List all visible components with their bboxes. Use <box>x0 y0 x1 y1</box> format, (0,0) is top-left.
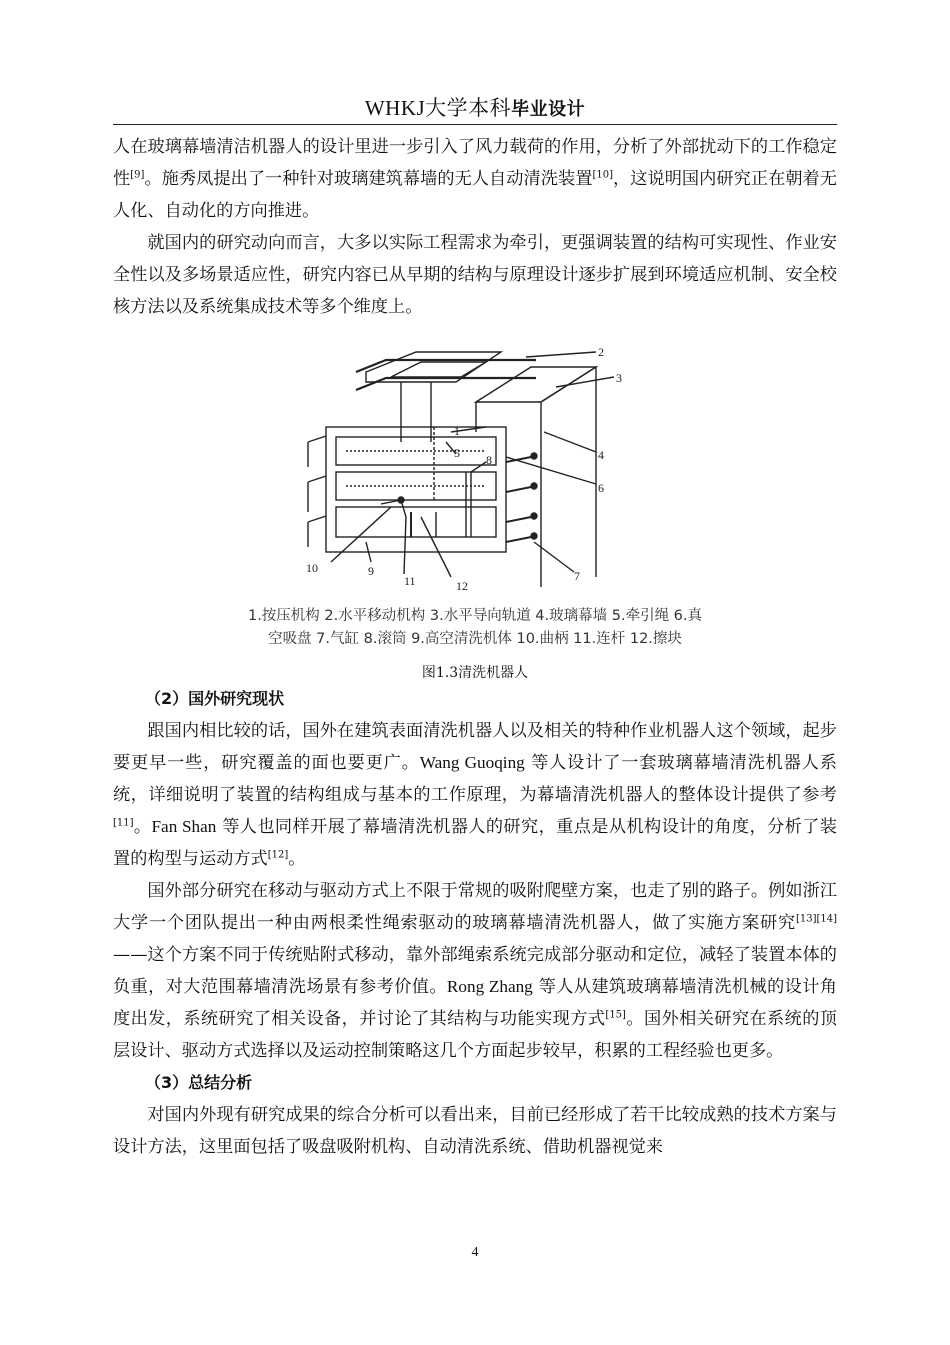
paragraph-5: 对国内外现有研究成果的综合分析可以看出来，目前已经形成了若干比较成熟的技术方案与设计方法，这里面包括了吸盘吸附机构、自动清洗系统、借助机器视觉来 <box>113 1105 837 1157</box>
figure-label: 1 <box>454 424 460 438</box>
figure-legend-line-2: 空吸盘 7.气缸 8.滚筒 9.高空清洗机体 10.曲柄 11.连杆 12.擦块 <box>268 631 682 647</box>
figure-label: 5 <box>454 446 460 460</box>
citation-9: [9] <box>130 169 145 181</box>
page-number: 4 <box>471 1245 479 1260</box>
citation-13-14: [13][14] <box>795 913 837 925</box>
figure-label: 8 <box>486 453 492 467</box>
figure-label: 9 <box>368 564 374 578</box>
suction-arms <box>506 457 531 542</box>
rail-top <box>476 367 596 402</box>
figure-label: 4 <box>598 448 604 462</box>
header-rule <box>113 124 837 125</box>
header-title-bold: 毕业设计 <box>511 99 586 120</box>
citation-10: [10] <box>592 169 613 181</box>
section-heading-summary: （3）总结分析 <box>145 1073 253 1092</box>
header-title-latin: WHKJ大学本科 <box>364 96 512 120</box>
paragraph-3: 跟国内相比较的话，国外在建筑表面清洗机器人以及相关的特种作业机器人这个领域，起步要更早一些，研究覆盖的面也要更广。Wang Guoqing 等人设计了一套玻璃幕墙清洗机器人系统，详细说明了装置的结构组成与基本的工作原理，为幕墙清洗机器人的整体设计提供了参考[11]。Fan Shan 等人也同样开展了幕墙清洗机器人的研究，重点是从机构设计的角度，分析了装置的构型与运动方式[12]。 <box>113 721 837 869</box>
figure-label: 2 <box>598 345 604 359</box>
figure-label: 12 <box>456 579 468 593</box>
text-block-upper <box>113 131 837 323</box>
cleaning-body <box>326 427 506 552</box>
cleaning-robot-figure <box>296 332 786 597</box>
figure-caption: 图1.3清洗机器人 <box>421 665 529 681</box>
section-heading-foreign: （2）国外研究现状 <box>145 689 285 708</box>
paragraph-4: 国外部分研究在移动与驱动方式上不限于常规的吸附爬壁方案，也走了别的路子。例如浙江大学一个团队提出一种由两根柔性绳索驱动的玻璃幕墙清洗机器人，做了实施方案研究[13][14]——这个方案不同于传统贴附式移动，靠外部绳索系统完成部分驱动和定位，减轻了装置本体的负重，对大范围幕墙清洗场景有参考价值。Rong Zhang 等人从建筑玻璃幕墙清洗机械的设计角度出发，系统研究了相关设备，并讨论了其结构与功能实现方式[15]。国外相关研究在系统的顶层设计、驱动方式选择以及运动控制策略这几个方面起步较早，积累的工程经验也更多。 <box>113 881 837 1061</box>
citation-15: [15] <box>605 1009 626 1021</box>
figure-label: 11 <box>404 574 416 588</box>
paragraph-1: 人在玻璃幕墙清洁机器人的设计里进一步引入了风力载荷的作用，分析了外部扰动下的工作稳定性[9]。施秀凤提出了一种针对玻璃建筑幕墙的无人自动清洗装置[10]，这说明国内研究正在朝着无人化、自动化的方向推进。 <box>113 137 837 221</box>
figure-label: 7 <box>574 569 580 583</box>
figure-label: 10 <box>306 561 318 575</box>
text-block-lower <box>113 683 837 1163</box>
figure-legend-line-1: 1.按压机构 2.水平移动机构 3.水平导向轨道 4.玻璃幕墙 5.牵引绳 6.真 <box>247 608 703 624</box>
figure-label: 6 <box>598 481 604 495</box>
citation-11: [11] <box>113 817 134 829</box>
running-header <box>0 92 950 122</box>
citation-12: [12] <box>267 849 289 861</box>
figure-label: 3 <box>616 371 622 385</box>
paragraph-2: 就国内的研究动向而言，大多以实际工程需求为牵引，更强调装置的结构可实现性、作业安全性以及多场景适应性，研究内容已从早期的结构与原理设计逐步扩展到环境适应机制、安全校核方法以及系统集成技术等多个维度上。 <box>113 233 837 317</box>
